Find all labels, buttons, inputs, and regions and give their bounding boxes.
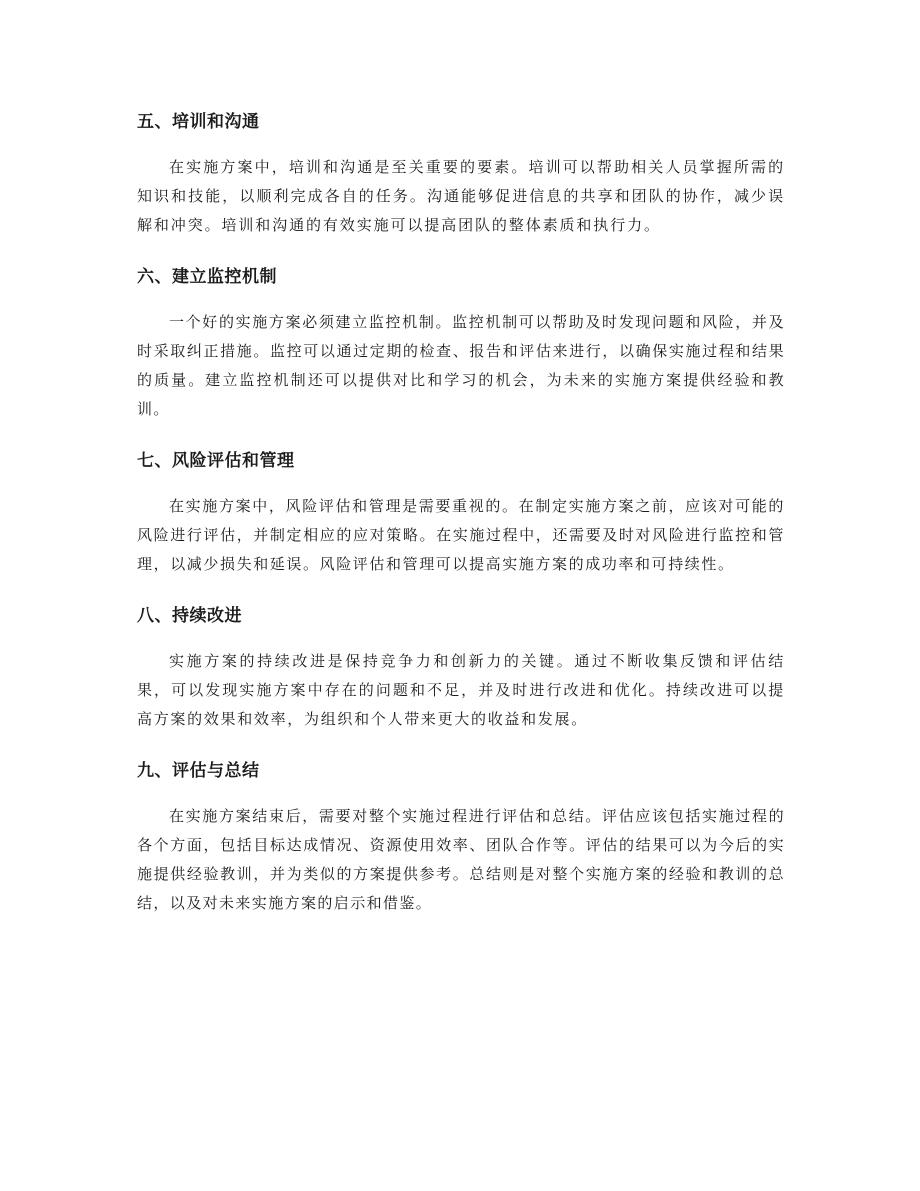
section-continuous-improvement: [137, 598, 785, 734]
section-paragraph: 在实施方案结束后，需要对整个实施过程进行评估和总结。评估应该包括实施过程的各个方面，包括目标达成情况、资源使用效率、团队合作等。评估的结果可以为今后的实施提供经验教训，并为类似的方案提供参考。总结则是对整个实施方案的经验和教训的总结，以及对未来实施方案的启示和借鉴。: [137, 807, 785, 912]
section-paragraph: 在实施方案中，风险评估和管理是需要重视的。在制定实施方案之前，应该对可能的风险进行评估，并制定相应的应对策略。在实施过程中，还需要及时对风险进行监控和管理，以减少损失和延误。风险评估和管理可以提高实施方案的成功率和可持续性。: [137, 497, 785, 573]
section-evaluation-summary: [137, 753, 785, 918]
section-heading: 七、风险评估和管理: [137, 451, 295, 471]
section-risk-management: [137, 443, 785, 579]
section-heading: 九、评估与总结: [137, 761, 260, 781]
section-paragraph: 实施方案的持续改进是保持竞争力和创新力的关键。通过不断收集反馈和评估结果，可以发现实施方案中存在的问题和不足，并及时进行改进和优化。持续改进可以提高方案的效果和效率，为组织和个人带来更大的收益和发展。: [137, 652, 785, 728]
document-body: [137, 104, 785, 937]
section-training-communication: [137, 104, 785, 240]
section-paragraph: 在实施方案中，培训和沟通是至关重要的要素。培训可以帮助相关人员掌握所需的知识和技能，以顺利完成各自的任务。沟通能够促进信息的共享和团队的协作，减少误解和冲突。培训和沟通的有效实施可以提高团队的整体素质和执行力。: [137, 158, 785, 234]
section-paragraph: 一个好的实施方案必须建立监控机制。监控机制可以帮助及时发现问题和风险，并及时采取纠正措施。监控可以通过定期的检查、报告和评估来进行，以确保实施过程和结果的质量。建立监控机制还可以提供对比和学习的机会，为未来的实施方案提供经验和教训。: [137, 313, 785, 418]
section-heading: 八、持续改进: [137, 606, 242, 626]
section-monitoring-mechanism: [137, 259, 785, 424]
section-heading: 六、建立监控机制: [137, 267, 277, 287]
section-heading: 五、培训和沟通: [137, 112, 260, 132]
